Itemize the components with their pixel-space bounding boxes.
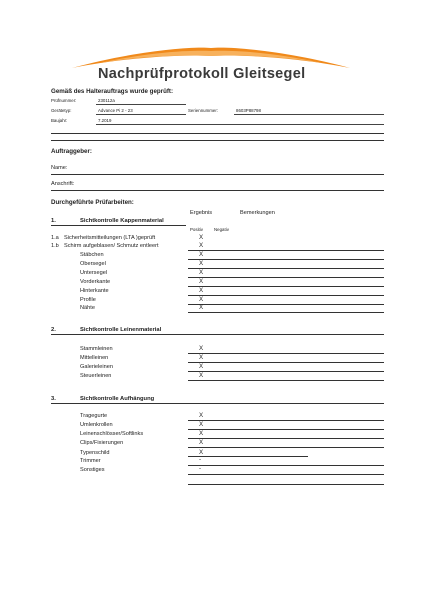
address-line [51,190,384,191]
item-line [188,420,384,421]
document-title: Nachprüfprotokoll Gleitsegel [98,66,306,82]
serial-value: 8603P88798 [236,108,261,113]
item-mark: X [199,287,204,294]
item-line [188,474,384,475]
field-value-baujahr: 7.2019 [98,118,112,123]
item-mark: X [199,430,204,437]
serial-label: Seriennummer: [188,108,219,113]
item-mark: X [199,278,204,285]
col-negative: Negativ [214,227,229,232]
field-line [96,114,186,115]
field-label-baujahr: Baujahr: [51,118,68,123]
field-line [234,114,384,115]
item-mark: X [199,242,204,249]
field-value-geraetetyp: Advance Pi 2 - 23 [98,108,133,113]
item-mark: X [199,372,204,379]
item-label: Galerieleinen [80,364,113,370]
item-label: Trimmer [80,458,101,464]
item-label: Steuerleinen [80,373,112,379]
item-mark: X [199,412,204,419]
works-heading: Durchgeführte Prüfarbeiten: [51,199,134,206]
section-underline [51,334,384,335]
item-label: Hinterkante [80,288,109,294]
field-line [96,124,384,125]
divider [51,140,384,141]
item-line [188,447,384,448]
section-3-title: Sichtkontrolle Aufhängung [80,396,155,402]
item-line [188,250,384,251]
field-value-pruefnummer: 230112a [98,98,115,103]
item-mark: X [199,354,204,361]
item-mark: X [199,234,204,241]
item-line [188,465,384,466]
section-2-title: Sichtkontrolle Leinenmaterial [80,327,162,333]
item-label: Clips/Fixierungen [80,440,124,446]
item-mark: X [199,296,204,303]
field-label-geraetetyp: Gerätetyp: [51,108,72,113]
item-line [188,362,384,363]
item-label: Vorderkante [80,279,111,285]
item-line [188,304,384,305]
item-number: 1.b [51,243,59,249]
col-positive: Positiv [190,227,203,232]
item-label: Tragegurte [80,413,108,419]
section-1-number: 1. [51,218,56,224]
col-remarks: Bemerkungen [240,210,275,216]
item-mark: X [199,304,204,311]
item-label: Profile [80,297,96,303]
divider [51,133,384,134]
item-mark: X [199,449,204,456]
item-label: Leinenschlösser/Softlinks [80,431,144,437]
field-label-pruefnummer: Prüfnummer: [51,98,77,103]
section-2-number: 2. [51,327,56,333]
item-label: Stäbchen [80,252,104,258]
section-underline [51,403,384,404]
item-mark: X [199,345,204,352]
item-line [188,286,384,287]
item-mark: X [199,421,204,428]
item-mark: X [199,363,204,370]
item-line [188,353,384,354]
item-line [188,456,308,457]
divider [188,484,384,485]
name-label: Name: [51,165,68,171]
item-mark: X [199,251,204,258]
item-mark: - [199,456,202,463]
item-mark: X [199,260,204,267]
item-line [188,312,384,313]
item-label: Mittelleinen [80,355,109,361]
item-label: Sonstiges [80,467,105,473]
intro-heading: Gemäß des Halterauftrags wurde geprüft: [51,88,174,95]
item-label: Nähte [80,305,95,311]
item-mark: X [199,269,204,276]
item-line [188,259,384,260]
item-label: Sicherheitsmitteilungen (LTA )geprüft [64,235,156,241]
item-number: 1.a [51,235,59,241]
item-mark: - [199,465,202,472]
item-line [188,295,384,296]
item-label: Obersegel [80,261,106,267]
item-line [188,371,384,372]
item-label: Umlenkrollen [80,422,113,428]
client-heading: Auftraggeber: [51,148,92,155]
section-underline [51,225,186,226]
item-mark: X [199,439,204,446]
col-result: Ergebnis [190,210,213,216]
name-line [51,174,384,175]
field-line [96,104,186,105]
item-line [188,268,384,269]
section-3-number: 3. [51,396,56,402]
item-label: Stammleinen [80,346,113,352]
section-1-title: Sichtkontrolle Kappenmaterial [80,218,164,224]
item-label: Typenschild [80,450,110,456]
item-line [188,277,384,278]
item-label: Schirm aufgeblasen/ Schmutz entleert [64,243,159,249]
address-label: Anschrift: [51,181,75,187]
item-line [188,438,384,439]
item-label: Untersegel [80,270,108,276]
item-line [188,429,384,430]
item-line [188,380,384,381]
